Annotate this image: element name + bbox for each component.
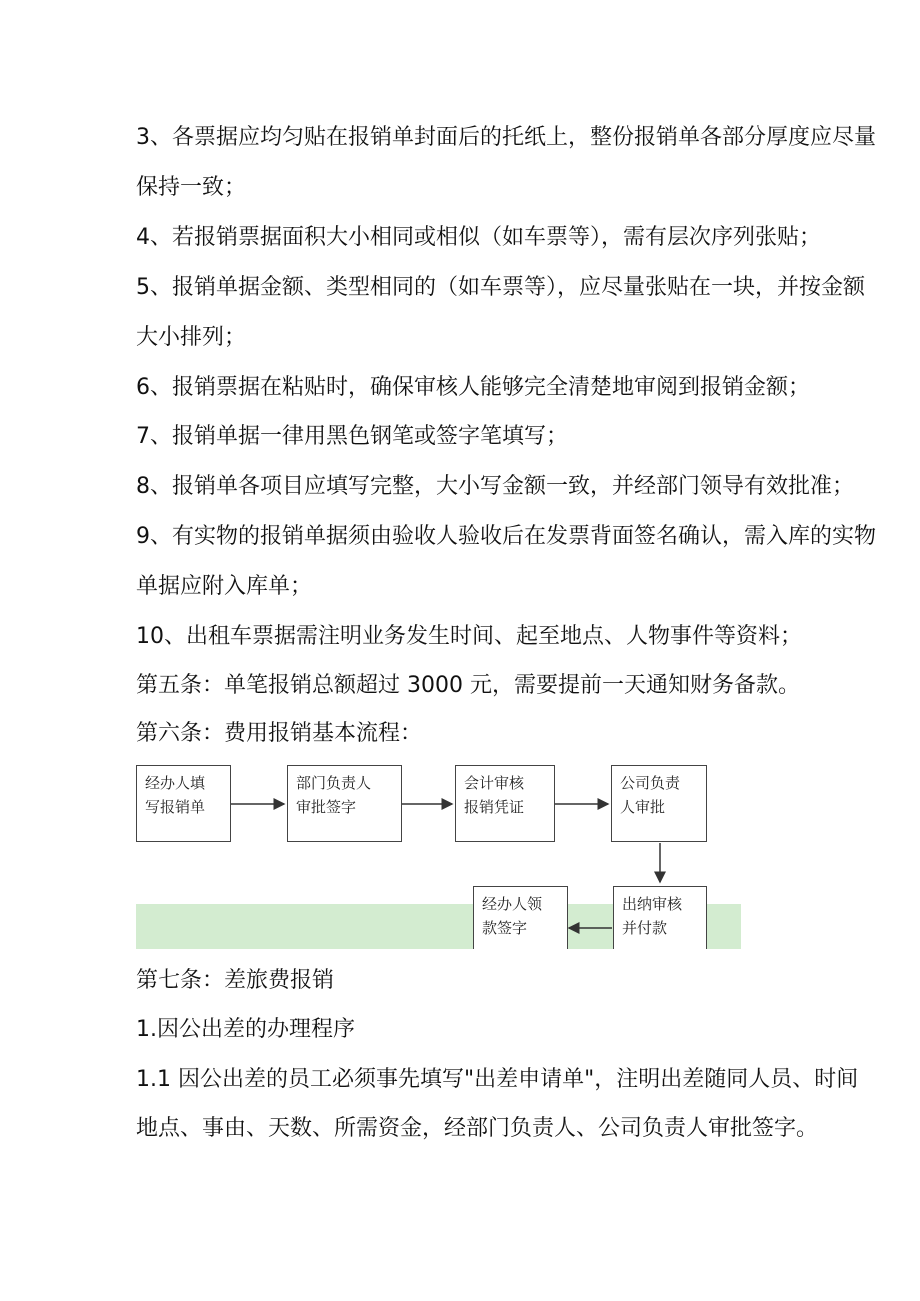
flow-step-company-approval — [611, 765, 707, 842]
paragraph-line: 6、报销票据在粘贴时，确保审核人能够完全清楚地审阅到报销金额； — [136, 375, 810, 400]
flow-step-applicant-receive — [473, 886, 568, 949]
step-text: 人审批 — [620, 798, 666, 816]
paragraph-line: 3、各票据应均匀贴在报销单封面后的托纸上，整份报销单各部分厚度应尽量 — [136, 125, 876, 150]
step-text: 会计审核 — [464, 774, 525, 792]
step-text: 报销凭证 — [464, 798, 525, 816]
paragraph-line: 大小排列； — [136, 325, 247, 350]
step-text: 并付款 — [622, 919, 668, 937]
reimbursement-flowchart — [136, 765, 741, 949]
paragraph-line: 保持一致； — [136, 175, 247, 200]
paragraph-line: 单据应附入库单； — [136, 574, 313, 599]
paragraph-line: 1.1 因公出差的员工必须事先填写"出差申请单"，注明出差随同人员、时间 — [136, 1067, 859, 1092]
step-text: 款签字 — [482, 919, 528, 937]
paragraph-line: 5、报销单据金额、类型相同的（如车票等），应尽量张贴在一块，并按金额 — [136, 275, 865, 300]
article-6-heading: 第六条：费用报销基本流程： — [136, 721, 423, 746]
paragraph-line: 8、报销单各项目应填写完整，大小写金额一致，并经部门领导有效批准； — [136, 474, 854, 499]
section-heading: 1.因公出差的办理程序 — [136, 1017, 355, 1042]
flow-step-applicant-fill — [136, 765, 231, 842]
flow-step-cashier-payment — [613, 886, 707, 949]
step-text: 部门负责人 — [296, 774, 372, 792]
step-text: 审批签字 — [296, 798, 357, 816]
flow-step-accounting-review — [455, 765, 555, 842]
paragraph-line: 7、报销单据一律用黑色钢笔或签字笔填写； — [136, 424, 568, 449]
paragraph-line: 9、有实物的报销单据须由验收人验收后在发票背面签名确认，需入库的实物 — [136, 524, 876, 549]
article-7-heading: 第七条：差旅费报销 — [136, 968, 335, 993]
paragraph-line: 10、出租车票据需注明业务发生时间、起至地点、人物事件等资料； — [136, 624, 802, 649]
step-text: 出纳审核 — [622, 895, 683, 913]
paragraph-line: 4、若报销票据面积大小相同或相似（如车票等），需有层次序列张贴； — [136, 225, 821, 250]
step-text: 写报销单 — [145, 798, 206, 816]
flow-step-department-approval — [287, 765, 402, 842]
step-text: 经办人领 — [482, 895, 543, 913]
step-text: 经办人填 — [145, 774, 206, 792]
paragraph-line: 地点、事由、天数、所需资金，经部门负责人、公司负责人审批签字。 — [136, 1116, 819, 1141]
step-text: 公司负责 — [620, 774, 681, 792]
article-5: 第五条：单笔报销总额超过 3000 元，需要提前一天通知财务备款。 — [136, 673, 800, 698]
